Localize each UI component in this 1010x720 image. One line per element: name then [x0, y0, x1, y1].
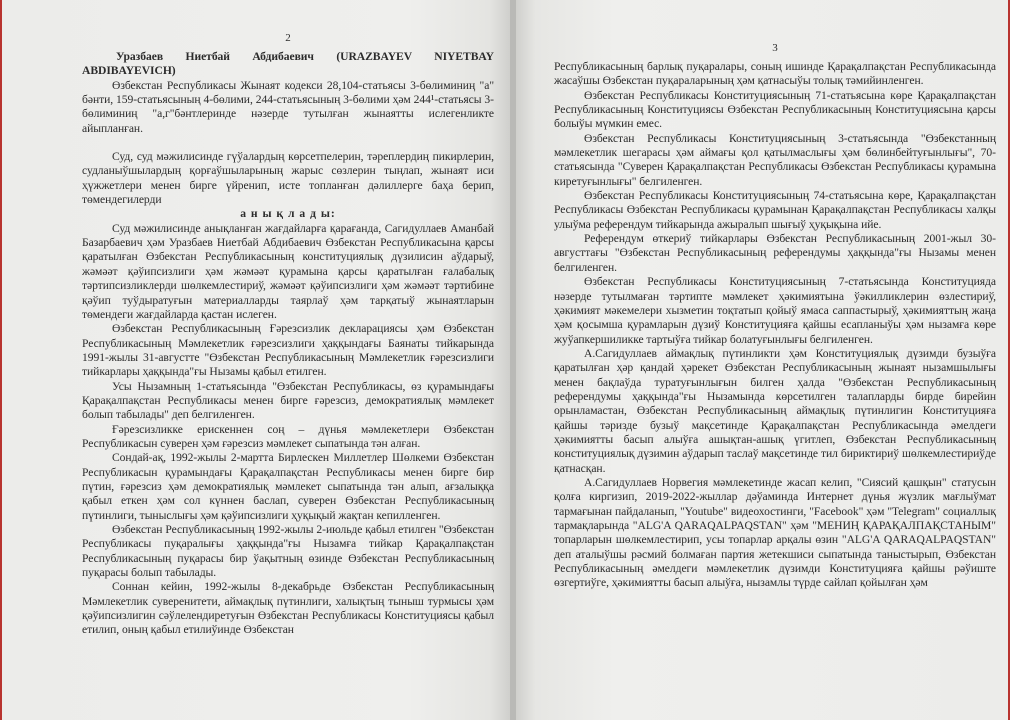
- book-spread: [2, 0, 1008, 720]
- page-number-left: 2: [285, 32, 291, 44]
- text-paragraph: А.Сагидуллаев Норвегия мәмлекетинде жасап келип, "Сиясий қашқын" статусын қолға киргизип, 2019-2022-жыллар дәўаминда Интернет дүнья жүзлик мағлыўмат тармағынан пайдаланып, "Youtube" видеохостинги, "Facebook" ҳәм "Telegram" социаллық тармақларында "ALG'A QARAQALPAQSTAN" ҳәм "МЕНИҢ ҚАРАҚАЛПАҚСТАНЫМ" топарларын шөлкемлестирип, усы топарлар арқалы өзин "ALG'A QARAQALPAQSTAN" деп аталыўшы рәсмий болмаған партия жетекшиси сыпатында таныстырып, Өзбекстан Республикасының әмелдеги мәмлекетлик дүзимди Конституцияға қайшы рәўиште өзгертиўге, ҳәкимиятты басып алыўға, нызамлы түрде сайлап қойылған ҳәм: [554, 475, 996, 590]
- text-paragraph: Өзбекстан Республикасының 1992-жылы 2-июльде қабыл етилген "Өзбекстан Республикасы пуқаралығы ҳаққында"ғы Нызамға тийкар Қарақалпақстан Республикасының пуқарасы бир ўақытның өзинде Өзбекстан Республикасының пуқарасы болып табылады.: [82, 523, 494, 580]
- charge-paragraph: Өзбекстан Республикасы Жынаят кодекси 28,104-статьясы 3-бөлиминиң "а" бәнти, 159-статьясының 4-бөлими, 244-статьясының 3-бөлими ҳәм 244¹-статьясы 3-бөлиминиң "а,г"бәнтлеринде нәзерде тутылған жынаятты ислегенликте айыпланған.: [82, 78, 494, 135]
- text-paragraph: Өзбекстан Республикасы Конституциясының 3-статьясында "Өзбекстанның мәмлекетлик шегарасы ҳәм аймағы қол қатылмаслығы ҳәм бөлинбейтуғынлығы", 70-статьясында "Суверен Қарақалпақстан Республикасы Өзбекстан Республикасы қурамына киретуғынлығы" белгиленген.: [554, 131, 996, 188]
- text-paragraph: Өзбекстан Республикасы Конституциясының 71-статьясына көре Қарақалпақстан Республикасының Конституциясы Өзбекстан Республикасының Конституциясына қарсы болыўы мүмкин емес.: [554, 88, 996, 131]
- page-number-right: 3: [772, 42, 778, 54]
- text-paragraph: Республикасының барлық пуқаралары, соның ишинде Қарақалпақстан Республикасында жасаўшы Өзбекстан пуқараларының ҳәм қатнасыўы толық тәмийинленген.: [554, 60, 996, 88]
- text-paragraph: Өзбекстан Республикасы Конституциясының 7-статьясында Конституцияда нәзерде тутылмаған тәртипте мәмлекет ҳәкимиятына ўәкилликлерин өзлестириў, ҳәкимият мәкемелери хызметин тоқтатып қойыў ямаса саппастырыў, ҳәкимияттың жаңа ҳәм қосымша қурамларын дүзиў Конституцияға қайшы есапланыўы ҳәм нызамға көре жуўапкершиликке тартыўға тийкар болатуғынлығы белгиленген.: [554, 275, 996, 346]
- text-paragraph: А.Сагидуллаев аймақлық пүтинликти ҳәм Конституциялық дүзимди бузыўға қаратылған ҳәр қандай ҳәрекет Өзбекстан Республикасының жынаят нызамшылығы менен бақлаўда туратуғынлығын билген ҳалда "Өзбекстан Республикасының референдумы ҳаққында"ғы Нызамында көрсетилген талапларды бирде бирейин орынламастан, Өзбекстан Республикасының аймақлық пүтинлигин Конституцияға қайшы тәризде бузыў мақсетинде Қарақалпақстан Республикасында әмелдеги ҳәкимиятты басып алыўға ашықтан-ашық үгитлеп, Өзбекстан Республикасының конституциялық дүзимин аўдарып таслаў мақсетинде тил бириктириў шөлкемлестириўде қатнасқан.: [554, 346, 996, 475]
- left-page: [2, 0, 510, 720]
- text-paragraph: Өзбекстан Республикасы Конституциясының 74-статьясына көре, Қарақалпақстан Республикасы Өзбекстан Республикасы қурамынан Қарақалпақстан Республикасы халқы улыўма референдум тийкарында ажыралып шығыў ҳуқықына ийе.: [554, 189, 996, 231]
- spacer: [82, 136, 494, 150]
- section-heading: а н ы қ л а д ы:: [240, 207, 336, 221]
- text-paragraph: Референдум өткериў тийкарлары Өзбекстан Республикасының 2001-жыл 30-августтағы "Өзбекстан Республикасының референдумы ҳаққында"ғы Нызамы менен белгиленген.: [554, 232, 996, 274]
- text-paragraph: Өзбекстан Республикасының Ғәрезсизлик декларациясы ҳәм Өзбекстан Республикасының Мәмлекетлик ғәрезсизлиги ҳаққындағы Баянаты тийкарында 1991-жылы 31-августте "Өзбекстан Республикасының Мәмлекетлик ғәрезсизлиги тийкарлары ҳаққында"ғы Нызамы қабыл етилген.: [82, 322, 494, 379]
- defendant-name: Уразбаев Ниетбай Абдибаевич (URAZBAYEV NIYETBAY ABDIBAYEVICH): [82, 50, 494, 78]
- court-paragraph: Суд, суд мәжилисинде гүўалардың көрсетпелерин, тәреплердиң пикирлерин, судланыўшылардың қорғаўшыларының жарыс сөзлерин тыңлап, жынаят иси ҳүжжетлери менен бирге үйренип, исте топланған дәлиллерге баҳа берип, төмендегилерди: [82, 150, 494, 207]
- text-paragraph: Усы Нызамның 1-статьясында "Өзбекстан Республикасы, өз қурамындағы Қарақалпақстан Республикасы менен бирге ғәрезсиз, демократиялық мәмлекет болып табылады" деп белгиленген.: [82, 379, 494, 422]
- text-paragraph: Сондай-ақ, 1992-жылы 2-мартта Бирлескен Миллетлер Шөлкеми Өзбекстан Республикасын қурамындағы Қарақалпақстан Республикасы менен бирге бир пүтин, ғәрезсиз ҳәм демократиялық мәмлекет сыпатында тән алып, ағзалыққа қабыл еткен ҳәм сол күннен баслап, суверен Өзбекстан Республикасының пүтинлиги, тыныслығы ҳәм қәўипсизлиги ҳуқықый жақтан кепилленген.: [82, 451, 494, 522]
- text-paragraph: Соннан кейин, 1992-жылы 8-декабрьде Өзбекстан Республикасының Мәмлекетлик суверенитети, аймақлық пүтинлиги, халықтың тыныш турмысы ҳәм қәўипсизлигин сәўлелендиретуғын Өзбекстан Республикасы Конституциясы қабыл етилип, оның қабыл етилиўинде Өзбекстан: [82, 580, 494, 637]
- right-page: [516, 0, 1008, 720]
- text-paragraph: Ғәрезсизликке ерискеннен соң – дүнья мәмлекетлери Өзбекстан Республикасын суверен ҳәм ғәрезсиз мәмлекет сыпатында тән алған.: [82, 422, 494, 450]
- text-paragraph: Суд мәжилисинде анықланған жағдайларға қарағанда, Сагидуллаев Аманбай Базарбаевич ҳәм Уразбаев Ниетбай Абдибаевич Өзбекстан Республикасына қарсы қаратылған Өзбекстан Республикасының конституциялық дүзилисин аўдарыў, жәмәәт қәўипсизлиги ҳәм жәмәәт қурамына қарсы қаратылған ғалабалық тәртипсизликлерди шөлкемлестириў, жәмәәт қәўипсизлиги ҳәм жәмәәт тәртибине қәўип туўдыратуғын материалларды таярлаў ҳәм тарқатыў жынаятларын төмендеги жағдайларда қастан ислеген.: [82, 221, 494, 321]
